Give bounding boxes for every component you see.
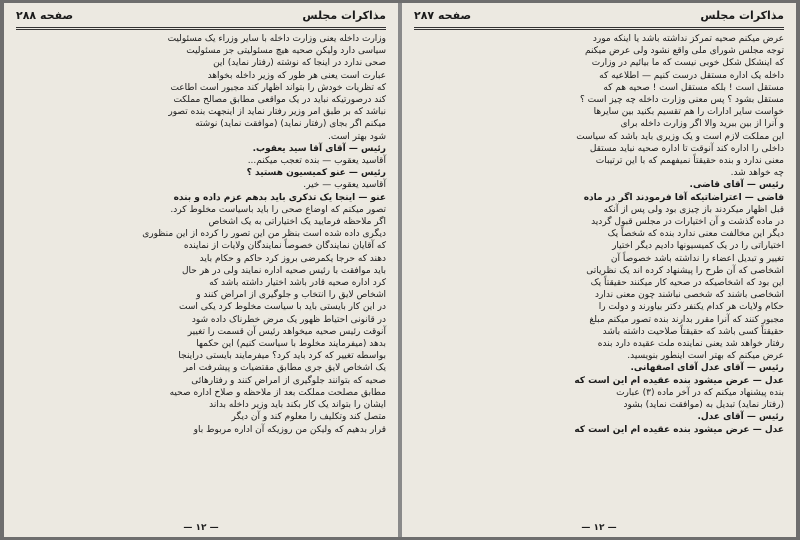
page-header (16, 9, 386, 25)
text-line: عنو — اینجا یک تذکری باید بدهم عزم داده و بنده (173, 192, 386, 203)
text-line: عدل — عرض میشود بنده عقیده ام این است که (574, 375, 784, 386)
text-line: بدهد (میفرمایند مخلوط با سیاست کنیم) این حکمها (196, 339, 386, 350)
page-footer: — ۱۲ — (183, 523, 219, 533)
text-line: اگر ملاحظه فرمایید یک اختیاراتی به یک اشخاص (208, 217, 386, 228)
text-line: مستقل است ! بلکه مستقل است ! صحیه هم که (603, 82, 784, 93)
text-line: صحی ندارد در اینجا که نوشته (رفتار نماید) این (213, 58, 386, 69)
text-line: قبل اظهار میکردند باز چیزی بود ولی پس از آنکه (603, 204, 784, 215)
text-line: رئیس — آقای عدل. (697, 412, 784, 423)
text-line: کند درصورتیکه نباید در یک مواقعی مطابق مصالح مملکت (173, 95, 386, 106)
text-line: رئیس — آقای عدل آقای اصفهانی. (630, 363, 784, 374)
header-rule-second (16, 29, 386, 30)
book-spread (4, 3, 796, 537)
text-line: که آقایان نمایندگان خصوصاً نمایندگان ولایات از نماینده (183, 241, 386, 252)
text-line: رئیس — آقای آقا سید یعقوب. (252, 143, 386, 154)
page-number: صفحه ۲۸۸ (16, 9, 74, 22)
page-number: صفحه ۲۸۷ (414, 9, 472, 22)
text-line: در قانونی احتیاط ظهور یک مرض خطرناک داده شود (191, 314, 386, 325)
text-line: قرار بدهیم که ولیکن من روزیکه آن اداره مربوط باو (193, 424, 386, 435)
text-line: در ماده گذشت و آن اختیارات در مجلس قبول گردید (591, 217, 784, 228)
text-line: این مملکت لازم است و یک وزیری باید باشد که سیاست (576, 131, 784, 142)
text-line: (رفتار نماید) تبدیل به (موافقت نماید) بشود (623, 400, 784, 411)
text-line: و آنرا از بین ببرید والا اگر وزارت داخله برای (620, 119, 784, 130)
text-line: رئیس — عنو کمیسیون هستید ؟ (246, 168, 386, 179)
text-line: اشخاص لایق را انتخاب و جلوگیری از امراض کنند و (196, 290, 386, 301)
text-line: مطابق مصلحت مملکت بعد از ملاحظه و صلاح اداره صحیه (169, 387, 386, 398)
text-line: در این کار بایستی باید با سیاست مخلوط کرد یکی است (179, 302, 386, 313)
text-line: که تظریات خودش را بتواند اظهار کند مجبور است اطاعت (170, 82, 386, 93)
page-header (414, 9, 784, 25)
text-line: بنده پیشنهاد میکنم که در آخر ماده (۳) عبارت (616, 387, 784, 398)
header-rule-second (414, 29, 784, 30)
text-line: وزارت داخله یعنی وزارت داخله با سایر وزراء یک مسئولیت (167, 34, 386, 44)
text-line: سیاسی دارد ولیکن صحیه هیچ مسئولیتی جز مسئولیت (186, 46, 386, 57)
right-page (402, 3, 796, 537)
text-line: متصل کند وتکلیف را معلوم کند و آن دیگر (231, 412, 386, 423)
text-line: عبارت است یعنی هر طور که وزیر داخله بخواهد (207, 70, 386, 81)
right-page-text (414, 34, 784, 519)
text-line: کرد اداره صحیه قادر باشد اختیار داشته باشد که (209, 278, 386, 289)
text-line: مجبور کنند که آنرا مقرر بدارند بنده تصور میکنم مبلغ (589, 314, 784, 325)
text-line: مستقل بشود ؟ پس معنی وزارت داخله چه چیز است ؟ (579, 95, 784, 106)
text-line: ایشان را بتواند یک کار بکند باید وزیر داخله بداند (209, 400, 386, 411)
text-line: داخلی را اداره کند آنوقت تا اداره صحیه نباید مستقل (589, 143, 784, 154)
text-line: این بود که اشخاصیکه در صحیه کار میکنند حقیقتاً یک (590, 278, 784, 289)
text-line: توجه مجلس شورای ملی واقع نشود ولی عرض میکنم (584, 46, 784, 57)
text-line: تغییر و تبدیل اعضاء را نداشته باشد خصوصاً آن (610, 253, 784, 264)
text-line: رفتار خواهد شد یعنی نماینده ملت عقیده دارد بنده (597, 339, 784, 350)
text-line: عرض میکنم صحیه تمرکز نداشته باشد یا اینکه مورد (592, 34, 784, 44)
text-line: اشخاصی که آن طرح را پیشنهاد کرده اند یک نظریاتی (586, 265, 784, 276)
text-line: آقاسید یعقوب — خیر. (303, 180, 386, 191)
text-line: دیگر این مخالفت معنی ندارد بنده که شخصاً یک (607, 229, 784, 240)
text-line: معنی ندارد و بنده حقیقتاً نمیفهمم که با این ترتیبات (595, 156, 784, 167)
text-line: صحیه که بتوانند جلوگیری از امراض کنند و رفتارهائی (191, 375, 386, 386)
text-line: بواسطه تغییر که کرد باید کرد؟ میفرمایند بایستی دراینجا (178, 351, 386, 362)
header-rule (16, 27, 386, 28)
text-line: اختیاراتی را در یک کمیسیونها دادیم دیگر اختیار (612, 241, 784, 252)
left-page-text (16, 34, 386, 519)
text-line: آنوقت رئیس صحیه میخواهد رئیس آن قسمت را تغییر (187, 326, 386, 337)
text-line: نباشد که بر طبق امر وزیر رفتار نماید از اینجهت بنده تصور (168, 107, 386, 118)
header-rule (414, 27, 784, 28)
text-line: تصور میکنم که اوضاع صحی را باید باسیاست مخلوط کرد. (170, 204, 386, 215)
text-line: خواست سایر ادارات را هم تقسیم بکنید بین سایرها (593, 107, 784, 118)
text-line: عدل — عرض میشود بنده عقیده ام این است که (574, 424, 784, 435)
text-line: چه خواهد شد. (730, 168, 784, 179)
page-footer: — ۱۲ — (581, 523, 617, 533)
header-title: مذاکرات مجلس (302, 9, 386, 22)
left-page (4, 3, 398, 537)
text-line: میکنم اگر بجای (رفتار نماید) (موافقت نماید) نوشته (195, 119, 386, 130)
text-line: که اینشکل شکل خوبی نیست که ما بیائیم در وزارت (591, 58, 784, 69)
text-line: باید موافقت با رئیس صحیه اداره نمایند ولی در هر حال (182, 265, 386, 276)
text-line: اشخاصی باشند که شخصی نباشند چون معنی ندارد (595, 290, 784, 301)
text-line: حکام ولایات هر کدام یکنفر دکتر بیاورند و دولت را (598, 302, 784, 313)
text-line: داخله یک اداره مستقل درست کنیم — اطلاعیه که (599, 70, 784, 81)
text-line: قاضی — اعتراضاتیکه آقا فرمودند اگر در ماده (583, 192, 784, 203)
text-line: یک اشخاص لایق جری مطابق مقتضیات و پیشرفت امر (183, 363, 386, 374)
text-line: عرض میکنم که بهتر است اینطور بنویسید. (627, 351, 784, 362)
text-line: دهند که حرجا یکمرضی بروز کرد حاکم و حکام باید (199, 253, 386, 264)
text-line: رئیس — آقای قاضی. (689, 180, 784, 191)
text-line: آقاسید یعقوب — بنده تعجب میکنم... (247, 156, 386, 167)
header-title: مذاکرات مجلس (700, 9, 784, 22)
text-line: حقیقتاً کسی باشد که حقیقتاً صلاحیت داشته باشد (602, 326, 784, 337)
text-line: دیگری داده شده است بنظر من این تصور را کرده از این منظوری (142, 229, 386, 240)
text-line: شود بهتر است. (328, 131, 386, 142)
